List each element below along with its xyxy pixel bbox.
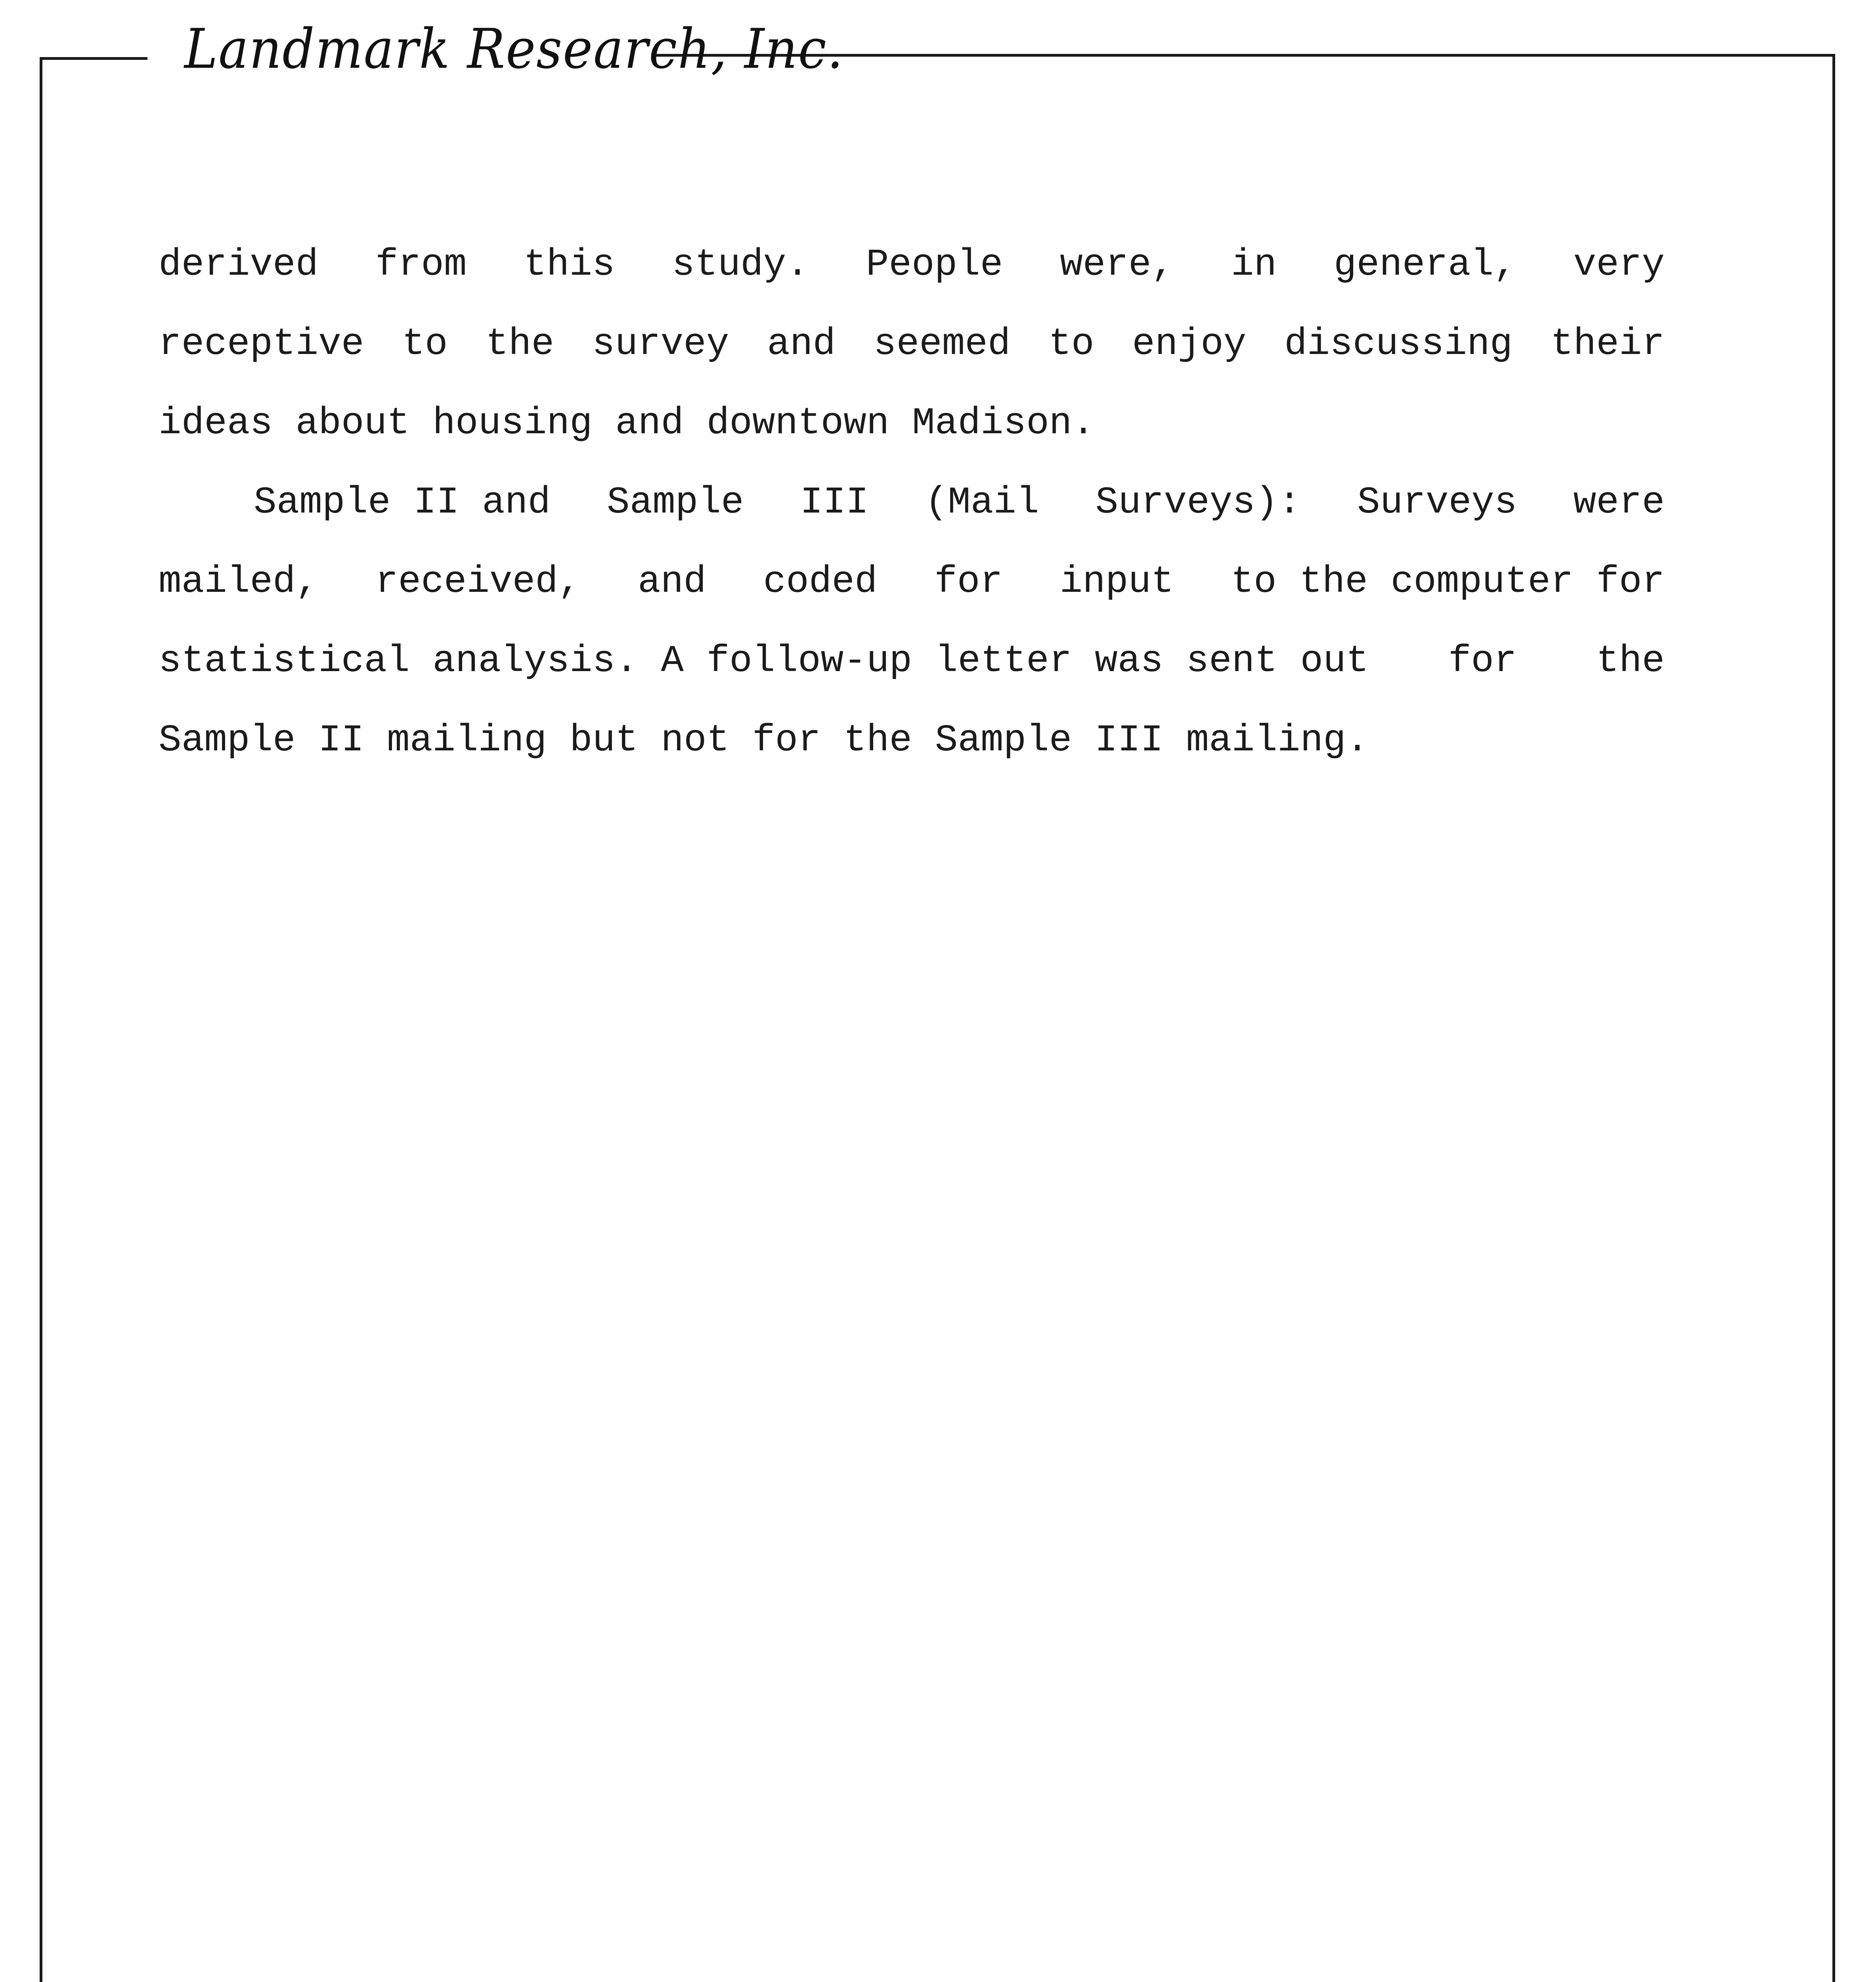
word: were [1573, 481, 1665, 524]
word: to the computer for [1231, 560, 1665, 603]
paragraph-2-line-3 [159, 639, 1665, 683]
word: Surveys [1357, 481, 1517, 524]
frame-right-rule [1832, 54, 1835, 1982]
word: survey [592, 322, 729, 365]
word: and [638, 560, 706, 603]
word: discussing [1284, 322, 1513, 365]
word: and [767, 322, 836, 365]
word: received, [375, 560, 581, 603]
word: to [1048, 322, 1094, 365]
paragraph-1-line-2 [159, 322, 1665, 365]
paragraph-2-line-2 [159, 560, 1665, 603]
word: enjoy [1132, 322, 1247, 365]
paragraph-1-line-1 [159, 243, 1665, 286]
word: Sample [606, 481, 744, 524]
letterhead-logo: Landmark Research, Inc. [184, 17, 844, 81]
word: Sample II and [254, 481, 551, 524]
word: their [1550, 322, 1665, 365]
word: derived [159, 243, 319, 286]
word: to [402, 322, 448, 365]
paragraph-1-line-3 [159, 402, 1665, 445]
word: general, [1333, 243, 1516, 286]
word: People [866, 243, 1003, 286]
word: were, [1060, 243, 1174, 286]
paragraph-2-line-1 [254, 481, 1665, 524]
word: coded [763, 560, 878, 603]
word: very [1573, 243, 1665, 286]
word: from [375, 243, 467, 286]
word: seemed [873, 322, 1011, 365]
word: the [486, 322, 555, 365]
frame-left-rule [40, 57, 42, 1982]
word: the [1596, 639, 1665, 683]
word: receptive [159, 322, 364, 365]
word: statistical analysis. A follow-up letter was sent out [159, 639, 1369, 683]
word: for [1448, 639, 1517, 683]
word: this [524, 243, 615, 286]
word: for [934, 560, 1003, 603]
paragraph-2-line-4 [159, 721, 1665, 760]
word: study. [672, 243, 809, 286]
word: (Mail [925, 481, 1039, 524]
line-text: ideas about housing and downtown Madison. [159, 402, 1095, 445]
line-text: Sample II mailing but not for the Sample III mailing. [159, 719, 1369, 762]
word: mailed, [159, 560, 319, 603]
word: in [1231, 243, 1277, 286]
word: Surveys): [1095, 481, 1301, 524]
word: input [1059, 560, 1174, 603]
word: III [800, 481, 869, 524]
frame-top-left-rule [40, 57, 147, 60]
